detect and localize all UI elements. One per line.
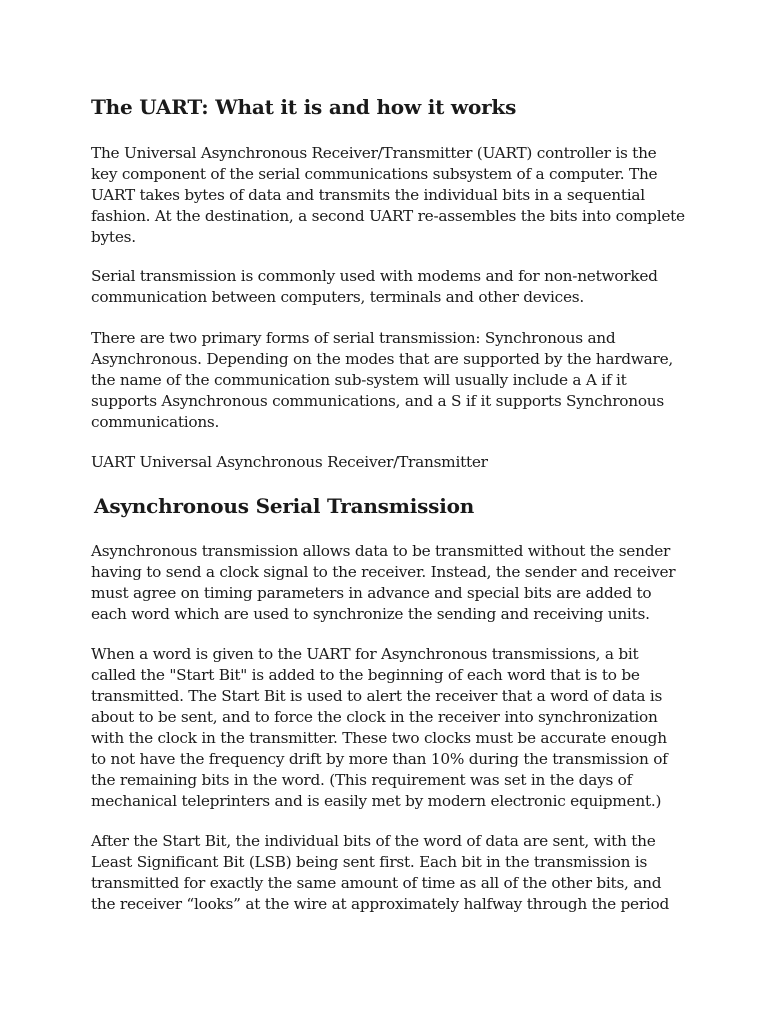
text-line: communications. (91, 413, 220, 431)
text-line: to not have the frequency drift by more than 10% during the transmission of (91, 750, 668, 768)
section-heading: Asynchronous Serial Transmission (94, 494, 475, 518)
text-line: called the "Start Bit" is added to the beginning of each word that is to be (91, 666, 640, 684)
text-line: each word which are used to synchronize the sending and receiving units. (91, 605, 650, 623)
paragraph-serial-usage (91, 266, 691, 308)
text-line: mechanical teleprinters and is easily met by modern electronic equipment.) (91, 792, 662, 810)
text-line: fashion. At the destination, a second UART re-assembles the bits into complete (91, 207, 685, 225)
text-line: UART takes bytes of data and transmits the individual bits in a sequential (91, 186, 645, 204)
text-line: transmitted for exactly the same amount of time as all of the other bits, and (91, 874, 662, 892)
paragraph-async-transmission (91, 541, 691, 625)
text-line: communication between computers, terminals and other devices. (91, 288, 584, 306)
text-line: UART Universal Asynchronous Receiver/Transmitter (91, 453, 488, 471)
text-line: Serial transmission is commonly used with modems and for non-networked (91, 267, 658, 285)
text-line: Least Significant Bit (LSB) being sent first. Each bit in the transmission is (91, 853, 648, 871)
text-line: supports Asynchronous communications, and a S if it supports Synchronous (91, 392, 664, 410)
text-line: After the Start Bit, the individual bits of the word of data are sent, with the (91, 832, 656, 850)
paragraph-serial-forms (91, 328, 691, 433)
text-line: Asynchronous. Depending on the modes that are supported by the hardware, (91, 350, 673, 368)
text-line: the receiver “looks” at the wire at approximately halfway through the period (91, 895, 670, 913)
text-line: When a word is given to the UART for Asynchronous transmissions, a bit (91, 645, 639, 663)
text-line: the name of the communication sub-system will usually include a A if it (91, 371, 627, 389)
paragraph-uart-acronym (91, 452, 691, 473)
text-line: The Universal Asynchronous Receiver/Transmitter (UART) controller is the (91, 144, 657, 162)
text-line: must agree on timing parameters in advance and special bits are added to (91, 584, 652, 602)
text-line: about to be sent, and to force the clock in the receiver into synchronization (91, 708, 658, 726)
text-line: transmitted. The Start Bit is used to alert the receiver that a word of data is (91, 687, 663, 705)
text-line: with the clock in the transmitter. These two clocks must be accurate enough (91, 729, 667, 747)
page-title: The UART: What it is and how it works (91, 95, 517, 119)
paragraph-data-bits (91, 831, 691, 915)
text-line: key component of the serial communications subsystem of a computer. The (91, 165, 658, 183)
text-line: There are two primary forms of serial transmission: Synchronous and (91, 329, 616, 347)
text-line: Asynchronous transmission allows data to be transmitted without the sender (91, 542, 671, 560)
text-line: having to send a clock signal to the receiver. Instead, the sender and receiver (91, 563, 676, 581)
paragraph-start-bit (91, 644, 691, 812)
text-line: bytes. (91, 228, 136, 246)
text-line: the remaining bits in the word. (This requirement was set in the days of (91, 771, 633, 789)
paragraph-uart-intro (91, 143, 691, 248)
